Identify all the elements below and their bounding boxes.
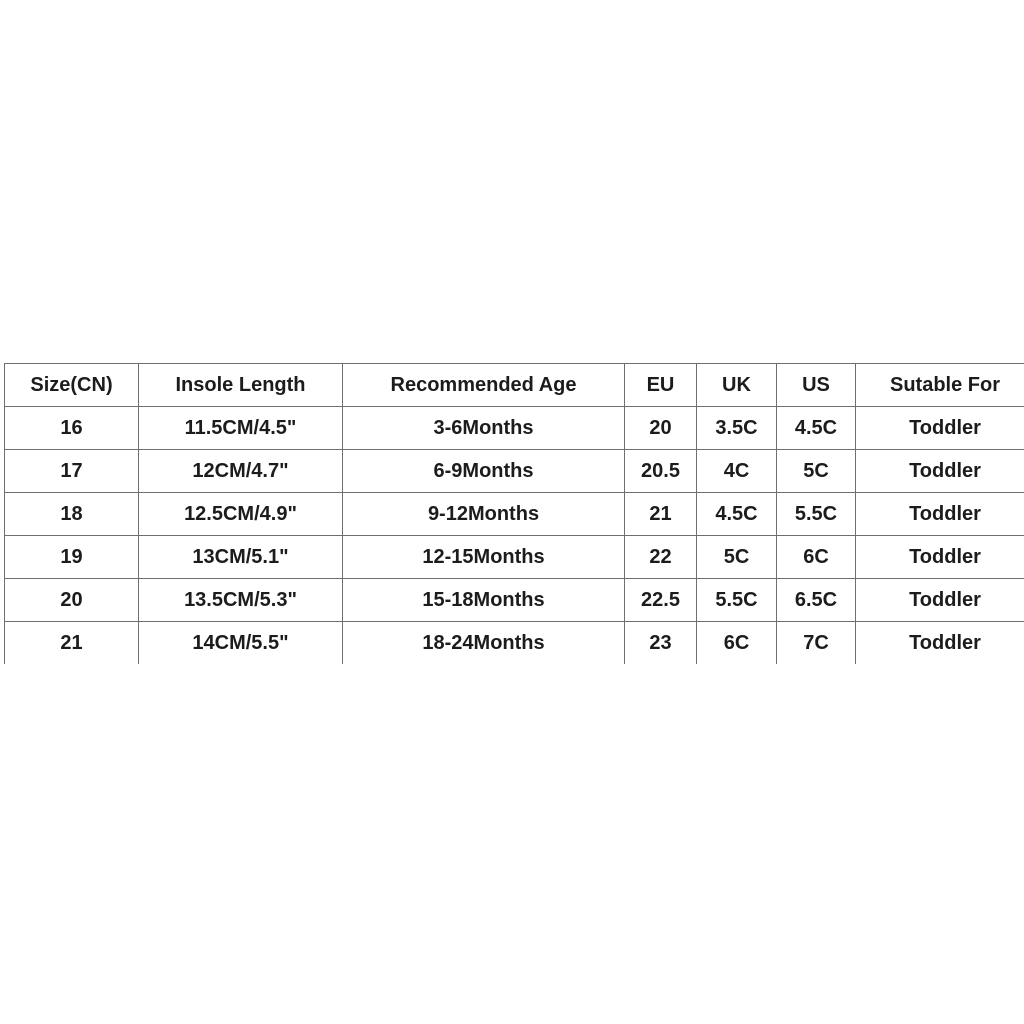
size-chart-table xyxy=(4,363,1024,664)
cell-eu: 20.5 xyxy=(625,450,697,493)
cell-suitable-for: Toddler xyxy=(856,407,1024,450)
cell-eu: 20 xyxy=(625,407,697,450)
cell-us: 7C xyxy=(777,622,856,665)
cell-recommended-age: 12-15Months xyxy=(343,536,625,579)
cell-us: 6.5C xyxy=(777,579,856,622)
cell-recommended-age: 3-6Months xyxy=(343,407,625,450)
cell-uk: 4.5C xyxy=(697,493,777,536)
cell-suitable-for: Toddler xyxy=(856,579,1024,622)
cell-insole-length: 13.5CM/5.3" xyxy=(139,579,343,622)
header-recommended-age: Recommended Age xyxy=(343,364,625,407)
cell-uk: 5C xyxy=(697,536,777,579)
cell-recommended-age: 18-24Months xyxy=(343,622,625,665)
cell-insole-length: 12.5CM/4.9" xyxy=(139,493,343,536)
header-suitable-for: Sutable For xyxy=(856,364,1024,407)
table-row xyxy=(5,536,1024,579)
cell-size-cn: 21 xyxy=(5,622,139,665)
table-row xyxy=(5,579,1024,622)
table-row xyxy=(5,450,1024,493)
cell-us: 5C xyxy=(777,450,856,493)
header-size-cn: Size(CN) xyxy=(5,364,139,407)
cell-us: 5.5C xyxy=(777,493,856,536)
header-insole-length: Insole Length xyxy=(139,364,343,407)
table-row xyxy=(5,407,1024,450)
cell-eu: 22.5 xyxy=(625,579,697,622)
cell-uk: 4C xyxy=(697,450,777,493)
cell-suitable-for: Toddler xyxy=(856,622,1024,665)
header-us: US xyxy=(777,364,856,407)
cell-size-cn: 20 xyxy=(5,579,139,622)
cell-size-cn: 19 xyxy=(5,536,139,579)
cell-size-cn: 18 xyxy=(5,493,139,536)
cell-us: 6C xyxy=(777,536,856,579)
cell-recommended-age: 6-9Months xyxy=(343,450,625,493)
cell-insole-length: 13CM/5.1" xyxy=(139,536,343,579)
cell-eu: 21 xyxy=(625,493,697,536)
cell-recommended-age: 15-18Months xyxy=(343,579,625,622)
cell-uk: 5.5C xyxy=(697,579,777,622)
cell-insole-length: 11.5CM/4.5" xyxy=(139,407,343,450)
cell-recommended-age: 9-12Months xyxy=(343,493,625,536)
cell-us: 4.5C xyxy=(777,407,856,450)
cell-eu: 23 xyxy=(625,622,697,665)
cell-suitable-for: Toddler xyxy=(856,493,1024,536)
table-row xyxy=(5,622,1024,665)
cell-uk: 6C xyxy=(697,622,777,665)
cell-uk: 3.5C xyxy=(697,407,777,450)
cell-insole-length: 12CM/4.7" xyxy=(139,450,343,493)
table-header-row xyxy=(5,364,1024,407)
cell-suitable-for: Toddler xyxy=(856,450,1024,493)
header-eu: EU xyxy=(625,364,697,407)
cell-eu: 22 xyxy=(625,536,697,579)
cell-size-cn: 17 xyxy=(5,450,139,493)
table-row xyxy=(5,493,1024,536)
cell-size-cn: 16 xyxy=(5,407,139,450)
cell-suitable-for: Toddler xyxy=(856,536,1024,579)
header-uk: UK xyxy=(697,364,777,407)
cell-insole-length: 14CM/5.5" xyxy=(139,622,343,665)
